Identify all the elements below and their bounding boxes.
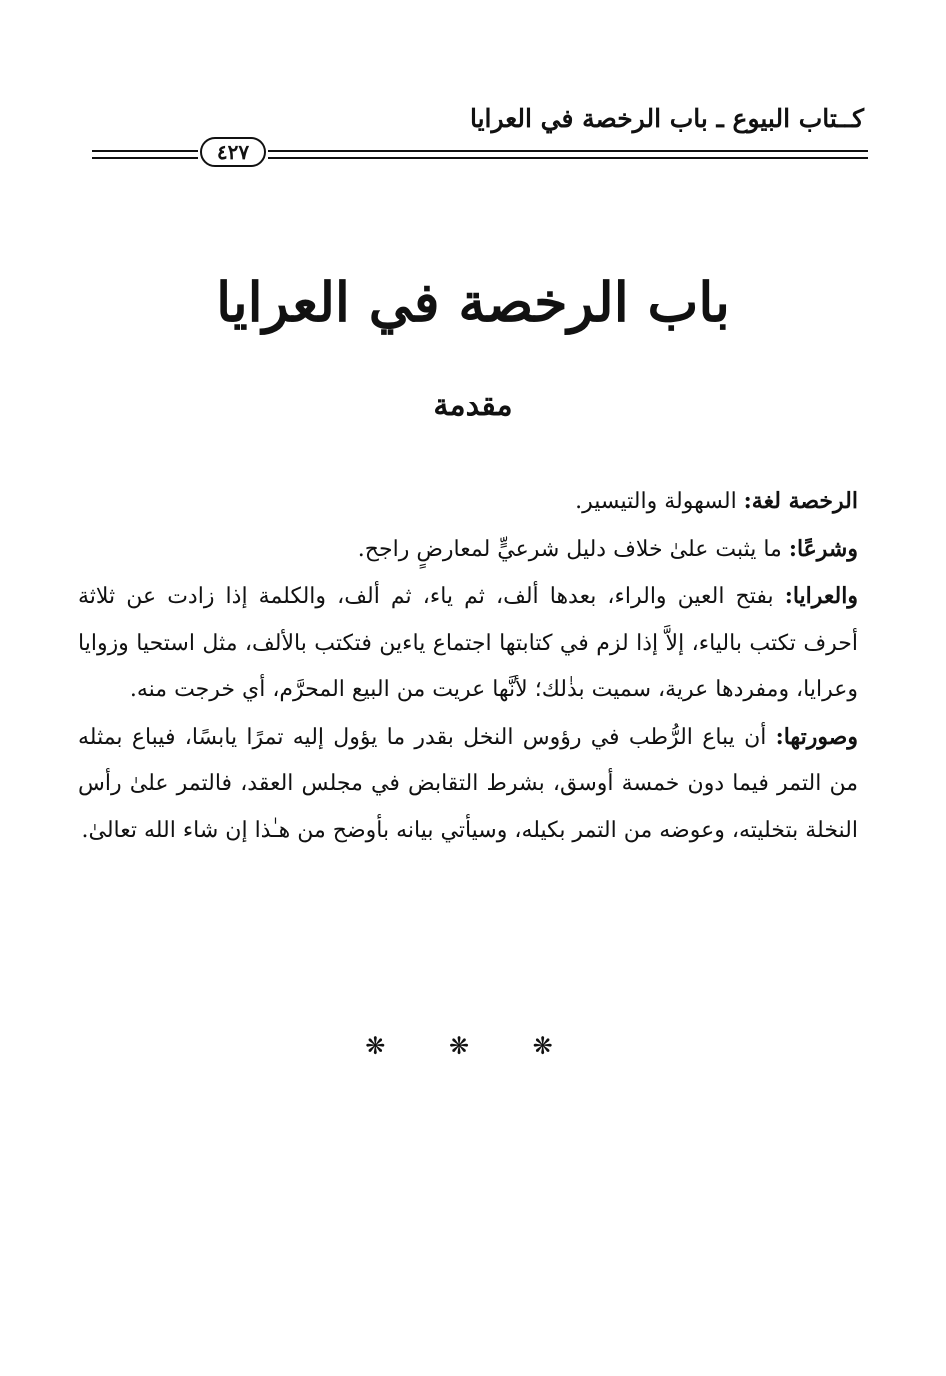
paragraph-araya: [78, 573, 868, 714]
section-separator-asterisks: ❋ ❋ ❋: [365, 1032, 581, 1060]
running-header: كــتاب البيوع ـ باب الرخصة في العرايا: [469, 104, 864, 133]
page-number: ٤٢٧: [200, 137, 266, 167]
body-text: [78, 478, 868, 854]
header-rule-right: [268, 150, 868, 159]
paragraph-text: بفتح العين والراء، بعدها ألف، ثم ياء، ثم ألف، والكلمة إذا زادت عن ثلاثة أحرف تكتب بالياء، إلاَّ إذا لزم في كتابتها اجتماع ياءين فتكتب بالألف، مثل استحيا وزوايا وعرايا، ومفردها عرية، سميت بذٰلك؛ لأنَّها عريت من البيع المحرَّم، أي خرجت منه.: [78, 584, 858, 702]
chapter-title: باب الرخصة في العرايا: [216, 270, 730, 334]
paragraph-lexical-definition: [78, 478, 868, 526]
paragraph-legal-definition: [78, 526, 868, 574]
term-araya: والعرايا:: [784, 583, 858, 609]
header-rule-left: [92, 150, 198, 159]
term-legal: وشرعًا:: [788, 535, 858, 562]
paragraph-text: السهولة والتيسير.: [575, 489, 744, 514]
term-form: وصورتها:: [775, 723, 858, 750]
paragraph-form: [78, 714, 868, 855]
paragraph-text: أن يباع الرُّطب في رؤوس النخل بقدر ما يؤول إليه تمرًا يابسًا، فيباع بمثله من التمر فيما دون خمسة أوسق، بشرط التقابض في مجلس العقد، فالتمر علىٰ رأس النخلة بتخليته، وعوضه من التمر بكيله، وسيأتي بيانه بأوضح من هـٰذا إن شاء الله تعالىٰ.: [78, 724, 858, 843]
paragraph-text: ما يثبت علىٰ خلاف دليل شرعيٍّ لمعارضٍ راجح.: [357, 536, 789, 562]
section-title: مقدمة: [433, 388, 513, 423]
term-lexical: الرخصة لغة:: [743, 488, 858, 514]
